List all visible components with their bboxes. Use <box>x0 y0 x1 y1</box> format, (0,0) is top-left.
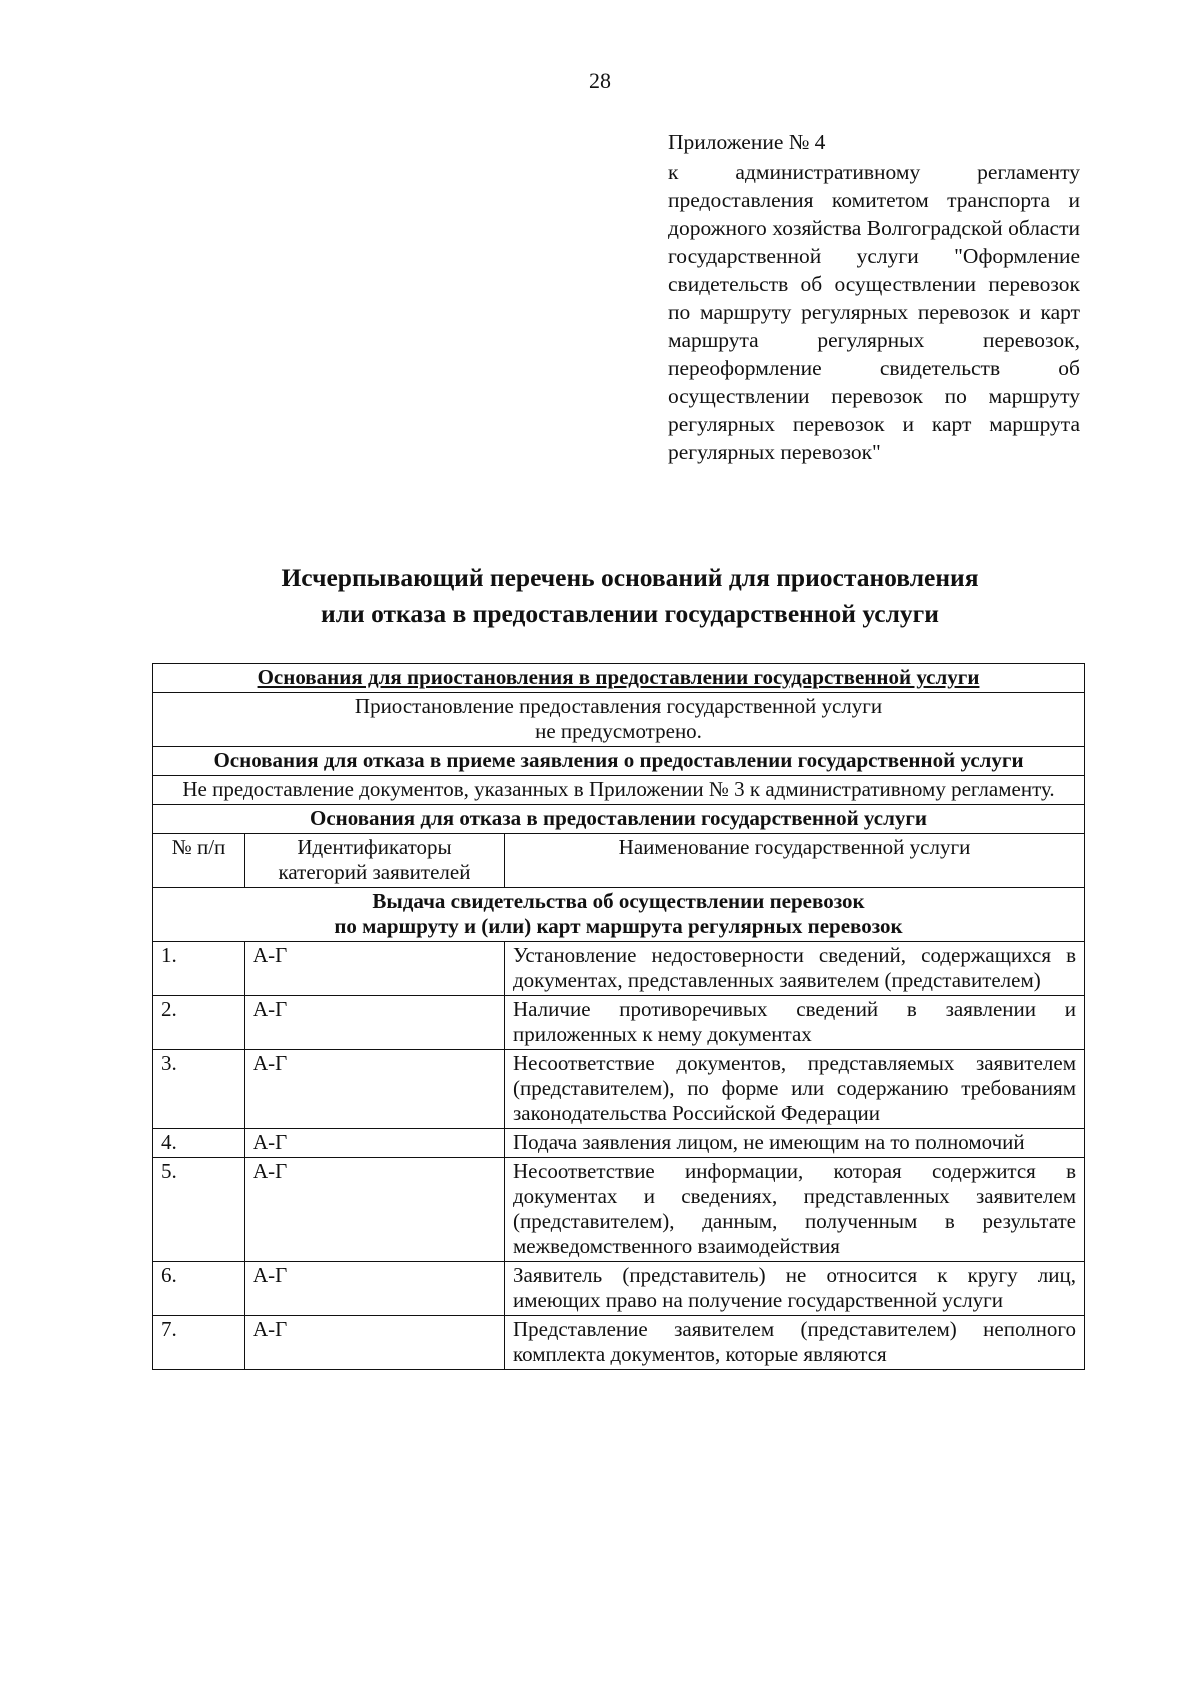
row-description: Подача заявления лицом, не имеющим на то полномочий <box>505 1129 1085 1158</box>
document-title-line-2: или отказа в предоставлении государственной услуги <box>321 599 939 628</box>
suspension-text-cell <box>153 693 1085 747</box>
rejection-receipt-text: Не предоставление документов, указанных в Приложении № 3 к административному регламенту. <box>153 776 1085 805</box>
refusal-header-row <box>153 805 1085 834</box>
document-title-line-1: Исчерпывающий перечень оснований для приостановления <box>281 563 979 592</box>
row-number: 5. <box>153 1158 245 1262</box>
row-identifier: А-Г <box>245 1316 505 1370</box>
suspension-text-line-1: Приостановление предоставления государственной услуги <box>354 694 883 718</box>
table-row <box>153 1316 1085 1370</box>
rejection-receipt-header: Основания для отказа в приеме заявления о предоставлении государственной услуги <box>153 747 1085 776</box>
row-description: Несоответствие информации, которая содержится в документах и сведениях, представленных заявителем (представителем), данным, полученным в результате межведомственного взаимодействия <box>505 1158 1085 1262</box>
suspension-header: Основания для приостановления в предоставлении государственной услуги <box>153 664 1085 693</box>
column-header-identifiers: Идентификаторы категорий заявителей <box>245 834 505 888</box>
row-identifier: А-Г <box>245 996 505 1050</box>
page-number: 28 <box>589 68 611 93</box>
table-row <box>153 1158 1085 1262</box>
row-identifier: А-Г <box>245 1050 505 1129</box>
suspension-text-line-2: не предусмотрено. <box>535 719 702 743</box>
column-header-name: Наименование государственной услуги <box>505 834 1085 888</box>
appendix-block <box>668 128 1080 466</box>
table-row <box>153 1262 1085 1316</box>
rejection-receipt-text-row <box>153 776 1085 805</box>
appendix-text: к административному регламенту предоставления комитетом транспорта и дорожного хозяйства Волгоградской области государственной услуги "Оформление свидетельств об осуществлении перевозок по маршруту регулярных перевозок и карт маршрута регулярных перевозок, переоформление свидетельств об осуществлении перевозок по маршруту регулярных перевозок и карт маршрута регулярных перевозок" <box>668 160 1080 464</box>
refusal-header: Основания для отказа в предоставлении государственной услуги <box>153 805 1085 834</box>
section-header-line-1: Выдача свидетельства об осуществлении перевозок <box>372 889 865 913</box>
row-identifier: А-Г <box>245 942 505 996</box>
row-description: Установление недостоверности сведений, содержащихся в документах, представленных заявителем (представителем) <box>505 942 1085 996</box>
row-description: Несоответствие документов, представляемых заявителем (представителем), по форме или содержанию требованиям законодательства Российской Федерации <box>505 1050 1085 1129</box>
appendix-title: Приложение № 4 <box>668 130 826 154</box>
row-number: 7. <box>153 1316 245 1370</box>
row-identifier: А-Г <box>245 1158 505 1262</box>
section-header-cell <box>153 888 1085 942</box>
section-header-row <box>153 888 1085 942</box>
column-header-number: № п/п <box>153 834 245 888</box>
table-row <box>153 942 1085 996</box>
suspension-text-row <box>153 693 1085 747</box>
suspension-header-row <box>153 664 1085 693</box>
table-row <box>153 1129 1085 1158</box>
grounds-table <box>152 663 1085 1370</box>
row-number: 3. <box>153 1050 245 1129</box>
row-description: Наличие противоречивых сведений в заявлении и приложенных к нему документах <box>505 996 1085 1050</box>
table-row <box>153 1050 1085 1129</box>
row-number: 1. <box>153 942 245 996</box>
section-header-line-2: по маршруту и (или) карт маршрута регулярных перевозок <box>334 914 903 938</box>
row-description: Заявитель (представитель) не относится к кругу лиц, имеющих право на получение государственной услуги <box>505 1262 1085 1316</box>
document-title <box>0 560 1200 632</box>
rejection-receipt-header-row <box>153 747 1085 776</box>
row-description: Представление заявителем (представителем) неполного комплекта документов, которые являются <box>505 1316 1085 1370</box>
row-number: 4. <box>153 1129 245 1158</box>
column-header-row <box>153 834 1085 888</box>
row-number: 2. <box>153 996 245 1050</box>
row-number: 6. <box>153 1262 245 1316</box>
row-identifier: А-Г <box>245 1129 505 1158</box>
row-identifier: А-Г <box>245 1262 505 1316</box>
table-row <box>153 996 1085 1050</box>
